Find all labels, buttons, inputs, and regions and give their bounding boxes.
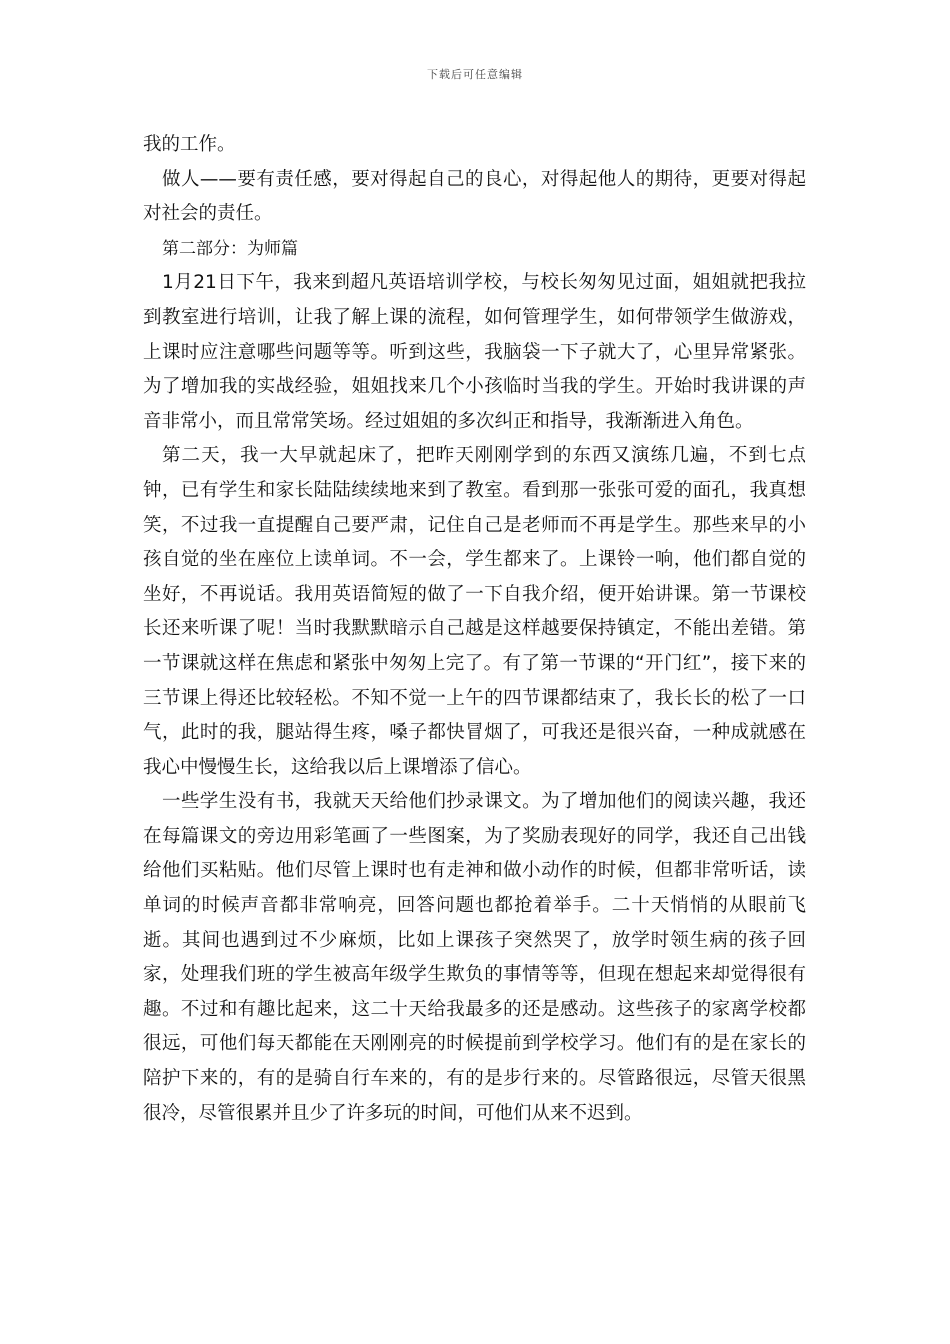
- document-body: [143, 128, 806, 1131]
- paragraph-training: 1月21日下午，我来到超凡英语培训学校，与校长匆匆见过面，姐姐就把我拉到教室进行培训，让我了解上课的流程，如何管理学生，如何带领学生做游戏，上课时应注意哪些问题等等。听到这些，我脑袋一下子就大了，心里异常紧张。为了增加我的实战经验，姐姐找来几个小孩临时当我的学生。开始时我讲课的声音非常小，而且常常笑场。经过姐姐的多次纠正和指导，我渐渐进入角色。: [143, 272, 806, 432]
- paragraph-first-day: 第二天，我一大早就起床了，把昨天刚刚学到的东西又演练几遍，不到七点钟，已有学生和家长陆陆续续地来到了教室。看到那一张张可爱的面孔，我真想笑，不过我一直提醒自己要严肃，记住自己是老师而不再是学生。那些来早的小孩自觉的坐在座位上读单词。不一会，学生都来了。上课铃一响，他们都自觉的坐好，不再说话。我用英语简短的做了一下自我介绍，便开始讲课。第一节课校长还来听课了呢！当时我默默暗示自己越是这样越要保持镇定，不能出差错。第一节课就这样在焦虑和紧张中匆匆上完了。有了第一节课的“开门红”，接下来的三节课上得还比较轻松。不知不觉一上午的四节课都结束了，我长长的松了一口气，此时的我，腿站得生疼，嗓子都快冒烟了，可我还是很兴奋，一种成就感在我心中慢慢生长，这给我以后上课增添了信心。: [143, 445, 806, 778]
- section-heading: 第二部分：为师篇: [162, 238, 298, 259]
- paragraph-students: 一些学生没有书，我就天天给他们抄录课文。为了增加他们的阅读兴趣，我还在每篇课文的旁边用彩笔画了一些图案，为了奖励表现好的同学，我还自己出钱给他们买粘贴。他们尽管上课时也有走神和做小动作的时候，但都非常听话，读单词的时候声音都非常响亮，回答问题也都抢着举手。二十天悄悄的从眼前飞逝。其间也遇到过不少麻烦，比如上课孩子突然哭了，放学时领生病的孩子回家，处理我们班的学生被高年级学生欺负的事情等等，但现在想起来却觉得很有趣。不过和有趣比起来，这二十天给我最多的还是感动。这些孩子的家离学校都很远，可他们每天都能在天刚刚亮的时候提前到学校学习。他们有的是在家长的陪护下来的，有的是骑自行车来的，有的是步行来的。尽管路很远，尽管天很黑很冷，尽管很累并且少了许多玩的时间，可他们从来不迟到。: [143, 791, 806, 1124]
- paragraph-responsibility: 做人——要有责任感，要对得起自己的良心，对得起他人的期待，更要对得起对社会的责任。: [143, 168, 806, 225]
- page-header-note: 下载后可任意编辑: [427, 68, 523, 81]
- paragraph-continuation: 我的工作。: [143, 134, 236, 155]
